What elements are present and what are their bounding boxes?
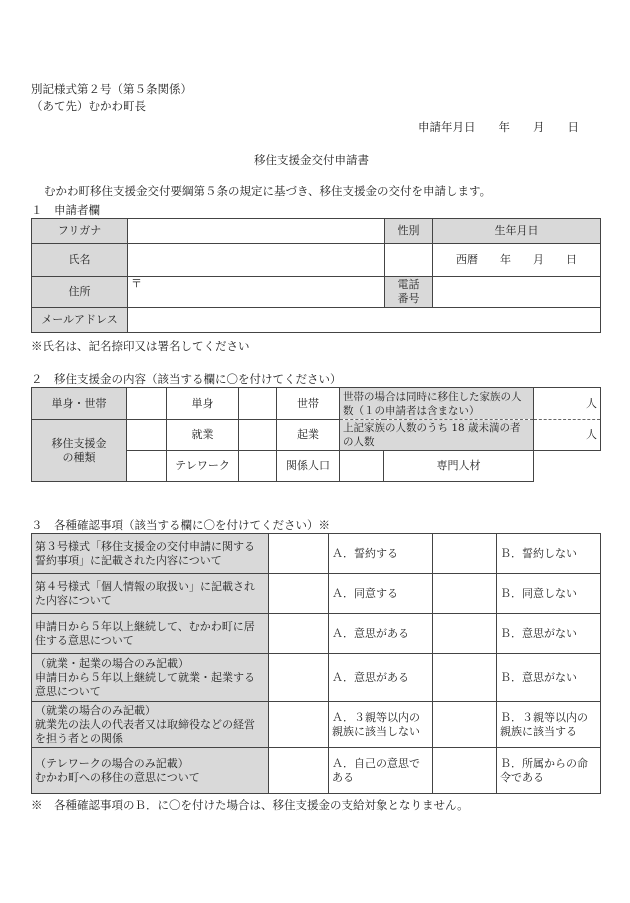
specialist-label: 専門人材: [384, 451, 534, 482]
confirmation-note: ※ 各種確認事項のＢ．に〇を付けた場合は、移住支援金の支給対象となりません。: [31, 798, 469, 812]
birthdate-label: 生年月日: [433, 219, 601, 244]
startup-check[interactable]: [239, 420, 277, 451]
option-a-check[interactable]: [269, 654, 329, 702]
form-number: 別記様式第２号（第５条関係）: [31, 82, 192, 96]
application-date: 申請年月日 年 月 日: [418, 120, 579, 134]
address-label: 住所: [32, 277, 128, 308]
household-count-label: 世帯の場合は同時に移住した家族の人数（１の申請者は含まない）: [340, 388, 534, 420]
email-field[interactable]: [128, 308, 601, 333]
name-label: 氏名: [32, 244, 128, 277]
specialist-check[interactable]: [340, 451, 384, 482]
option-a-label: Ａ．同意する: [329, 574, 433, 614]
option-a-check[interactable]: [269, 614, 329, 654]
option-a-check[interactable]: [269, 702, 329, 748]
confirmation-question: 第４号様式「個人情報の取扱い」に記載された内容について: [32, 574, 269, 614]
support-type-label: 移住支援金 の種類: [32, 420, 127, 482]
document-title: 移住支援金交付申請書: [254, 153, 369, 167]
under18-field[interactable]: 人: [534, 420, 601, 451]
confirmation-row: [32, 654, 601, 702]
startup-label: 起業: [277, 420, 340, 451]
single-check[interactable]: [127, 388, 167, 420]
single-label: 単身: [167, 388, 239, 420]
option-b-label: Ｂ．意思がない: [497, 614, 601, 654]
name-field[interactable]: [128, 244, 385, 277]
confirmation-question: （就業・起業の場合のみ記載） 申請日から５年以上継続して就業・起業する意思について: [32, 654, 269, 702]
confirmation-row: [32, 748, 601, 794]
section1-heading: １ 申請者欄: [31, 203, 100, 217]
gender-label: 性別: [385, 219, 433, 244]
option-b-check[interactable]: [433, 534, 497, 574]
option-a-label: Ａ．意思がある: [329, 614, 433, 654]
addressee: （あて先）むかわ町長: [31, 99, 146, 113]
option-a-check[interactable]: [269, 748, 329, 794]
furigana-field[interactable]: [128, 219, 385, 244]
employment-label: 就業: [167, 420, 239, 451]
household-check[interactable]: [239, 388, 277, 420]
household-count-field[interactable]: 人: [534, 388, 601, 420]
address-field[interactable]: 〒: [128, 277, 385, 308]
email-label: メールアドレス: [32, 308, 128, 333]
single-household-label: 単身・世帯: [32, 388, 127, 420]
option-b-check[interactable]: [433, 574, 497, 614]
birthdate-field[interactable]: 西暦 年 月 日: [433, 244, 601, 277]
under18-label: 上記家族の人数のうち 18 歳未満の者の人数: [340, 420, 534, 451]
option-a-label: Ａ．３親等以内の親族に該当しない: [329, 702, 433, 748]
confirmation-row: [32, 614, 601, 654]
applicant-table: [31, 218, 601, 333]
section3-heading: ３ 各種確認事項（該当する欄に〇を付けてください）※: [31, 518, 330, 532]
confirmation-table: [31, 533, 601, 794]
option-b-label: Ｂ．３親等以内の親族に該当する: [497, 702, 601, 748]
empty-cell: [534, 451, 601, 482]
option-a-label: Ａ．意思がある: [329, 654, 433, 702]
phone-label: 電話 番号: [385, 277, 433, 308]
confirmation-question: （テレワークの場合のみ記載） むかわ町への移住の意思について: [32, 748, 269, 794]
option-b-label: Ｂ．意思がない: [497, 654, 601, 702]
option-b-check[interactable]: [433, 614, 497, 654]
furigana-label: フリガナ: [32, 219, 128, 244]
related-check[interactable]: [239, 451, 277, 482]
name-note: ※氏名は、記名捺印又は署名してください: [31, 339, 250, 353]
intro-text: むかわ町移住支援金交付要綱第５条の規定に基づき、移住支援金の交付を申請します。: [44, 184, 492, 198]
confirmation-question: 第３号様式「移住支援金の交付申請に関する誓約事項」に記載された内容について: [32, 534, 269, 574]
confirmation-question: （就業の場合のみ記載） 就業先の法人の代表者又は取締役などの経営を担う者との関係: [32, 702, 269, 748]
option-b-check[interactable]: [433, 748, 497, 794]
telework-check[interactable]: [127, 451, 167, 482]
option-b-check[interactable]: [433, 654, 497, 702]
household-label: 世帯: [277, 388, 340, 420]
confirmation-row: [32, 534, 601, 574]
option-a-label: Ａ．自己の意思である: [329, 748, 433, 794]
option-b-label: Ｂ．誓約しない: [497, 534, 601, 574]
telework-label: テレワーク: [167, 451, 239, 482]
confirmation-row: [32, 702, 601, 748]
confirmation-row: [32, 574, 601, 614]
option-a-check[interactable]: [269, 534, 329, 574]
section2-heading: ２ 移住支援金の内容（該当する欄に〇を付けてください）: [31, 372, 342, 386]
option-b-check[interactable]: [433, 702, 497, 748]
phone-field[interactable]: [433, 277, 601, 308]
confirmation-question: 申請日から５年以上継続して、むかわ町に居住する意思について: [32, 614, 269, 654]
support-type-table: [31, 387, 601, 482]
related-label: 関係人口: [277, 451, 340, 482]
option-a-label: Ａ．誓約する: [329, 534, 433, 574]
option-b-label: Ｂ．同意しない: [497, 574, 601, 614]
gender-field[interactable]: [385, 244, 433, 277]
option-b-label: Ｂ．所属からの命令である: [497, 748, 601, 794]
option-a-check[interactable]: [269, 574, 329, 614]
employment-check[interactable]: [127, 420, 167, 451]
